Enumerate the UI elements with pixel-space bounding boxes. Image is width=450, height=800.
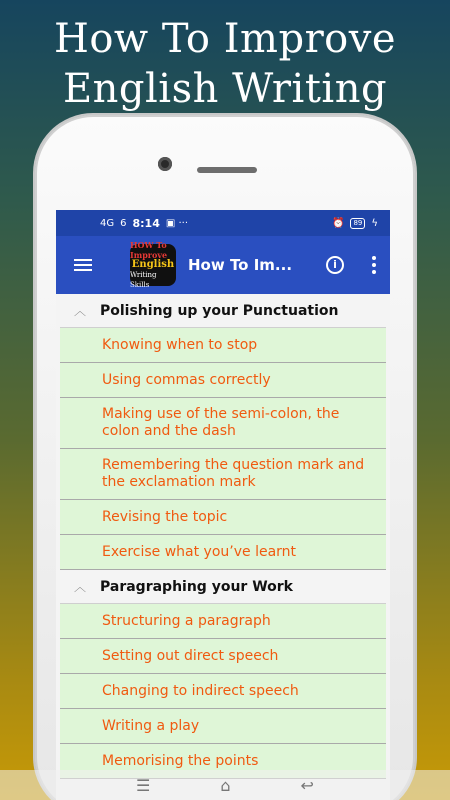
list-item[interactable]: Knowing when to stop (60, 328, 386, 363)
section-header[interactable] (60, 570, 386, 604)
chevron-up-icon[interactable]: ︿ (73, 580, 86, 594)
list-item[interactable]: Using commas correctly (60, 363, 386, 398)
info-icon[interactable]: i (326, 256, 344, 274)
app-title: How To Im... (188, 256, 293, 274)
list-item[interactable]: Exercise what you’ve learnt (60, 535, 386, 570)
list-item[interactable]: Remembering the question mark and the exclamation mark (60, 449, 386, 500)
list-item[interactable]: Setting out direct speech (60, 639, 386, 674)
home-icon[interactable]: ⌂ (220, 775, 231, 795)
section-title: Paragraphing your Work (100, 578, 293, 595)
topic-list (56, 294, 390, 779)
system-nav-bar (0, 770, 450, 800)
app-bar (56, 236, 390, 294)
promo-title-line2: English Writing (62, 66, 388, 112)
back-icon[interactable]: ↩ (300, 775, 314, 795)
charging-icon: ϟ (371, 217, 378, 229)
promo-title-line1: How To Improve (53, 16, 397, 62)
chevron-up-icon[interactable]: ︿ (73, 304, 86, 318)
list-item[interactable]: Writing a play (60, 709, 386, 744)
signal-indicator: 6 (120, 217, 127, 229)
section-title: Polishing up your Punctuation (100, 302, 339, 319)
phone-screen (56, 210, 390, 800)
more-options-icon[interactable] (372, 256, 376, 274)
list-item[interactable]: Changing to indirect speech (60, 674, 386, 709)
alarm-icon: ⏰ (332, 217, 345, 229)
notification-icons: ▣ ··· (165, 217, 189, 229)
promo-title (0, 14, 450, 114)
list-item[interactable]: Making use of the semi-colon, the colon and the dash (60, 398, 386, 449)
section-header[interactable] (60, 294, 386, 328)
speaker-grille (197, 167, 257, 173)
status-bar (56, 210, 390, 236)
list-item[interactable]: Structuring a paragraph (60, 604, 386, 639)
camera-icon (158, 157, 172, 171)
app-logo: HOW To Improve English Writing Skills (130, 240, 175, 289)
list-item[interactable]: Memorising the points (60, 744, 386, 779)
list-item[interactable]: Revising the topic (60, 500, 386, 535)
battery-indicator: 89 (350, 218, 365, 229)
network-indicator: 4G (100, 217, 115, 229)
hamburger-menu-icon[interactable] (74, 259, 92, 271)
status-time: 8:14 (132, 216, 160, 230)
recent-apps-icon[interactable]: ☰ (136, 775, 151, 795)
